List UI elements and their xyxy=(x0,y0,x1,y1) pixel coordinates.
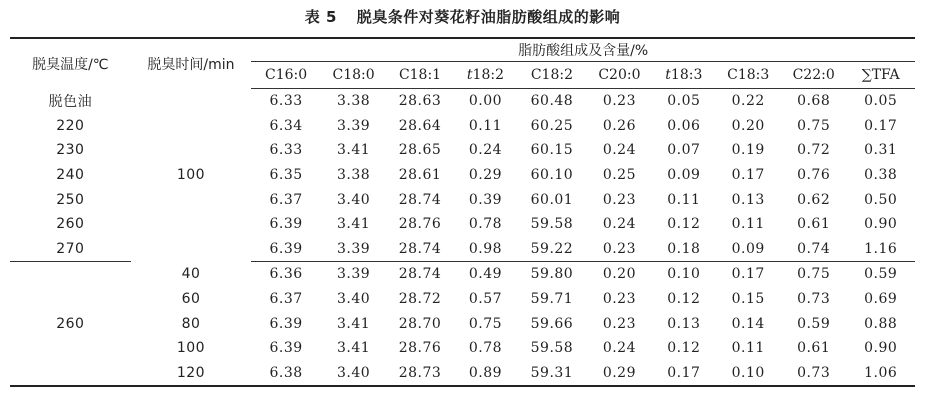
value-cell: 28.73 xyxy=(398,364,442,381)
value-cell: 0.74 xyxy=(781,237,846,262)
value-cell: 28.61 xyxy=(398,167,442,184)
column-header xyxy=(386,62,453,89)
table-row xyxy=(10,287,915,312)
time-cell: 120 xyxy=(176,364,206,381)
table-row xyxy=(10,89,915,114)
value-cell: 0.11 xyxy=(468,117,503,134)
value-cell: 0.20 xyxy=(731,117,765,134)
value-cell: 0.62 xyxy=(797,191,831,208)
table-row xyxy=(10,361,915,387)
value-cell: 0.26 xyxy=(602,117,636,134)
value-cell: 28.72 xyxy=(398,291,442,308)
value-cell: 0.59 xyxy=(864,266,898,283)
value-cell: 60.01 xyxy=(530,191,574,208)
value-cell: 0.88 xyxy=(864,315,898,332)
value-cell: 0.13 xyxy=(731,191,765,208)
value-cell: 3.39 xyxy=(321,237,386,262)
fatty-acid-table xyxy=(10,37,915,387)
value-cell: 0.09 xyxy=(716,237,781,262)
value-cell: 0.78 xyxy=(468,340,503,357)
value-cell: 0.23 xyxy=(602,191,636,208)
value-cell: 0.76 xyxy=(797,167,831,184)
header-fatty-acid-group: 脂肪酸组成及含量/% xyxy=(251,38,915,62)
value-cell: 59.80 xyxy=(530,266,574,283)
value-cell: 0.59 xyxy=(797,315,831,332)
column-header xyxy=(454,62,517,89)
temperature-cell: 270 xyxy=(10,237,131,262)
value-cell: 6.35 xyxy=(269,167,303,184)
value-cell: 0.09 xyxy=(667,167,701,184)
value-cell: 28.63 xyxy=(398,93,442,110)
value-cell: 0.12 xyxy=(667,340,701,357)
temperature-cell: 脱色油 xyxy=(48,94,93,111)
value-cell: 6.33 xyxy=(269,93,303,110)
temperature-cell: 250 xyxy=(56,191,85,208)
value-cell: 3.41 xyxy=(336,340,371,357)
value-cell: 28.76 xyxy=(398,216,442,233)
header-time: 脱臭时间/min xyxy=(147,56,235,73)
temperature-cell: 230 xyxy=(56,142,85,159)
table-row xyxy=(10,336,915,361)
column-header-label: ∑TFA xyxy=(861,67,900,83)
column-header-label: C18:1 xyxy=(398,67,442,83)
column-header xyxy=(781,62,846,89)
value-cell: 60.15 xyxy=(530,142,574,159)
value-cell: 0.75 xyxy=(797,117,831,134)
value-cell: 0.10 xyxy=(731,364,765,381)
value-cell: 1.16 xyxy=(846,237,915,262)
value-cell: 3.39 xyxy=(336,266,371,283)
value-cell: 0.61 xyxy=(797,340,831,357)
value-cell: 0.17 xyxy=(667,364,701,381)
value-cell: 28.74 xyxy=(398,266,442,283)
column-header-label: C18:2 xyxy=(530,67,573,83)
value-cell: 0.20 xyxy=(602,266,636,283)
value-cell: 0.11 xyxy=(731,340,765,357)
value-cell: 0.11 xyxy=(667,191,701,208)
value-cell: 0.17 xyxy=(731,266,765,283)
value-cell: 0.10 xyxy=(667,266,701,283)
value-cell: 0.23 xyxy=(602,93,636,110)
value-cell: 28.70 xyxy=(398,315,442,332)
value-cell: 0.25 xyxy=(602,167,636,184)
value-cell: 3.41 xyxy=(336,142,371,159)
value-cell: 0.78 xyxy=(468,216,503,233)
value-cell: 3.40 xyxy=(336,291,371,308)
value-cell: 3.38 xyxy=(336,167,371,184)
value-cell: 0.57 xyxy=(468,291,503,308)
value-cell: 0.12 xyxy=(667,216,701,233)
value-cell: 59.66 xyxy=(530,315,574,332)
value-cell: 3.40 xyxy=(336,191,371,208)
value-cell: 0.00 xyxy=(468,93,503,110)
value-cell: 60.25 xyxy=(530,117,574,134)
value-cell: 0.73 xyxy=(797,291,831,308)
value-cell: 28.74 xyxy=(398,191,442,208)
value-cell: 0.68 xyxy=(797,93,831,110)
table-title: 脱臭条件对葵花籽油脂肪酸组成的影响 xyxy=(356,8,621,26)
value-cell: 3.39 xyxy=(336,117,371,134)
value-cell: 6.36 xyxy=(269,266,303,283)
value-cell: 0.50 xyxy=(864,191,898,208)
value-cell: 0.23 xyxy=(587,237,652,262)
column-header-label: C18:3 xyxy=(727,67,770,83)
value-cell: 0.90 xyxy=(864,216,898,233)
value-cell: 3.41 xyxy=(336,216,371,233)
value-cell: 0.98 xyxy=(454,237,517,262)
header-temperature: 脱臭温度/℃ xyxy=(32,56,109,73)
value-cell: 6.37 xyxy=(269,291,303,308)
column-header xyxy=(587,62,652,89)
column-header xyxy=(251,62,321,89)
column-header-label: C22:0 xyxy=(792,67,835,83)
value-cell: 0.06 xyxy=(667,117,701,134)
temperature-cell: 260 xyxy=(56,315,85,332)
value-cell: 0.05 xyxy=(864,93,898,110)
value-cell: 28.76 xyxy=(398,340,442,357)
time-cell: 100 xyxy=(176,340,206,357)
value-cell: 60.48 xyxy=(530,93,574,110)
column-header-label: C16:0 xyxy=(265,67,308,83)
value-cell: 0.39 xyxy=(468,191,503,208)
time-cell: 100 xyxy=(176,167,206,184)
value-cell: 0.75 xyxy=(797,266,831,283)
value-cell: 0.24 xyxy=(602,216,636,233)
value-cell: 6.34 xyxy=(269,117,303,134)
time-cell: 40 xyxy=(181,266,201,283)
value-cell: 0.31 xyxy=(864,142,898,159)
value-cell: 0.24 xyxy=(602,340,636,357)
value-cell: 0.29 xyxy=(468,167,503,184)
value-cell: 0.89 xyxy=(468,364,503,381)
value-cell: 0.17 xyxy=(731,167,765,184)
value-cell: 6.39 xyxy=(269,216,303,233)
temperature-cell: 220 xyxy=(56,117,85,134)
time-cell: 80 xyxy=(181,315,201,332)
table-caption xyxy=(0,6,925,27)
value-cell: 0.12 xyxy=(667,291,701,308)
value-cell: 1.06 xyxy=(864,364,898,381)
value-cell: 0.11 xyxy=(731,216,765,233)
temperature-cell: 240 xyxy=(56,167,85,184)
value-cell: 0.90 xyxy=(864,340,898,357)
value-cell: 6.37 xyxy=(269,191,303,208)
column-header xyxy=(517,62,587,89)
value-cell: 6.39 xyxy=(269,315,303,332)
value-cell: 6.39 xyxy=(251,237,321,262)
column-header-label: C18:0 xyxy=(332,67,375,83)
value-cell: 59.58 xyxy=(530,216,574,233)
column-header xyxy=(716,62,781,89)
value-cell: 0.19 xyxy=(731,142,765,159)
value-cell: 0.15 xyxy=(731,291,765,308)
value-cell: 0.23 xyxy=(602,291,636,308)
value-cell: 28.64 xyxy=(398,117,442,134)
value-cell: 59.71 xyxy=(530,291,574,308)
column-header-label: 18:3 xyxy=(670,67,703,83)
value-cell: 0.05 xyxy=(667,93,701,110)
column-header-label: 18:2 xyxy=(472,67,504,83)
value-cell: 28.74 xyxy=(386,237,453,262)
value-cell: 0.24 xyxy=(468,142,503,159)
column-header-prefix: t xyxy=(665,67,671,83)
table-number: 表 5 xyxy=(304,8,337,26)
value-cell: 3.41 xyxy=(336,315,371,332)
value-cell: 28.65 xyxy=(398,142,442,159)
table-row xyxy=(10,311,915,336)
value-cell: 0.13 xyxy=(667,315,701,332)
value-cell: 0.07 xyxy=(667,142,701,159)
value-cell: 0.73 xyxy=(797,364,831,381)
value-cell: 0.61 xyxy=(797,216,831,233)
value-cell: 0.75 xyxy=(468,315,503,332)
value-cell: 59.31 xyxy=(530,364,574,381)
column-header-prefix: t xyxy=(466,67,473,83)
value-cell: 0.49 xyxy=(468,266,503,283)
value-cell: 0.14 xyxy=(731,315,765,332)
value-cell: 6.39 xyxy=(269,340,303,357)
value-cell: 6.33 xyxy=(269,142,303,159)
value-cell: 0.18 xyxy=(652,237,715,262)
value-cell: 0.22 xyxy=(731,93,765,110)
column-header xyxy=(846,62,915,89)
value-cell: 60.10 xyxy=(530,167,574,184)
column-header xyxy=(321,62,386,89)
value-cell: 0.72 xyxy=(797,142,831,159)
column-header-label: C20:0 xyxy=(598,67,641,83)
value-cell: 3.38 xyxy=(336,93,371,110)
value-cell: 59.22 xyxy=(517,237,587,262)
value-cell: 0.23 xyxy=(602,315,636,332)
value-cell: 6.38 xyxy=(269,364,303,381)
column-header xyxy=(652,62,715,89)
value-cell: 3.40 xyxy=(336,364,371,381)
value-cell: 0.69 xyxy=(864,291,898,308)
value-cell: 0.24 xyxy=(602,142,636,159)
value-cell: 59.58 xyxy=(530,340,574,357)
value-cell: 0.38 xyxy=(864,167,898,184)
value-cell: 0.17 xyxy=(864,117,898,134)
time-cell: 60 xyxy=(181,291,201,308)
value-cell: 0.29 xyxy=(602,364,636,381)
table-row xyxy=(10,262,915,287)
temperature-cell: 260 xyxy=(56,216,85,233)
